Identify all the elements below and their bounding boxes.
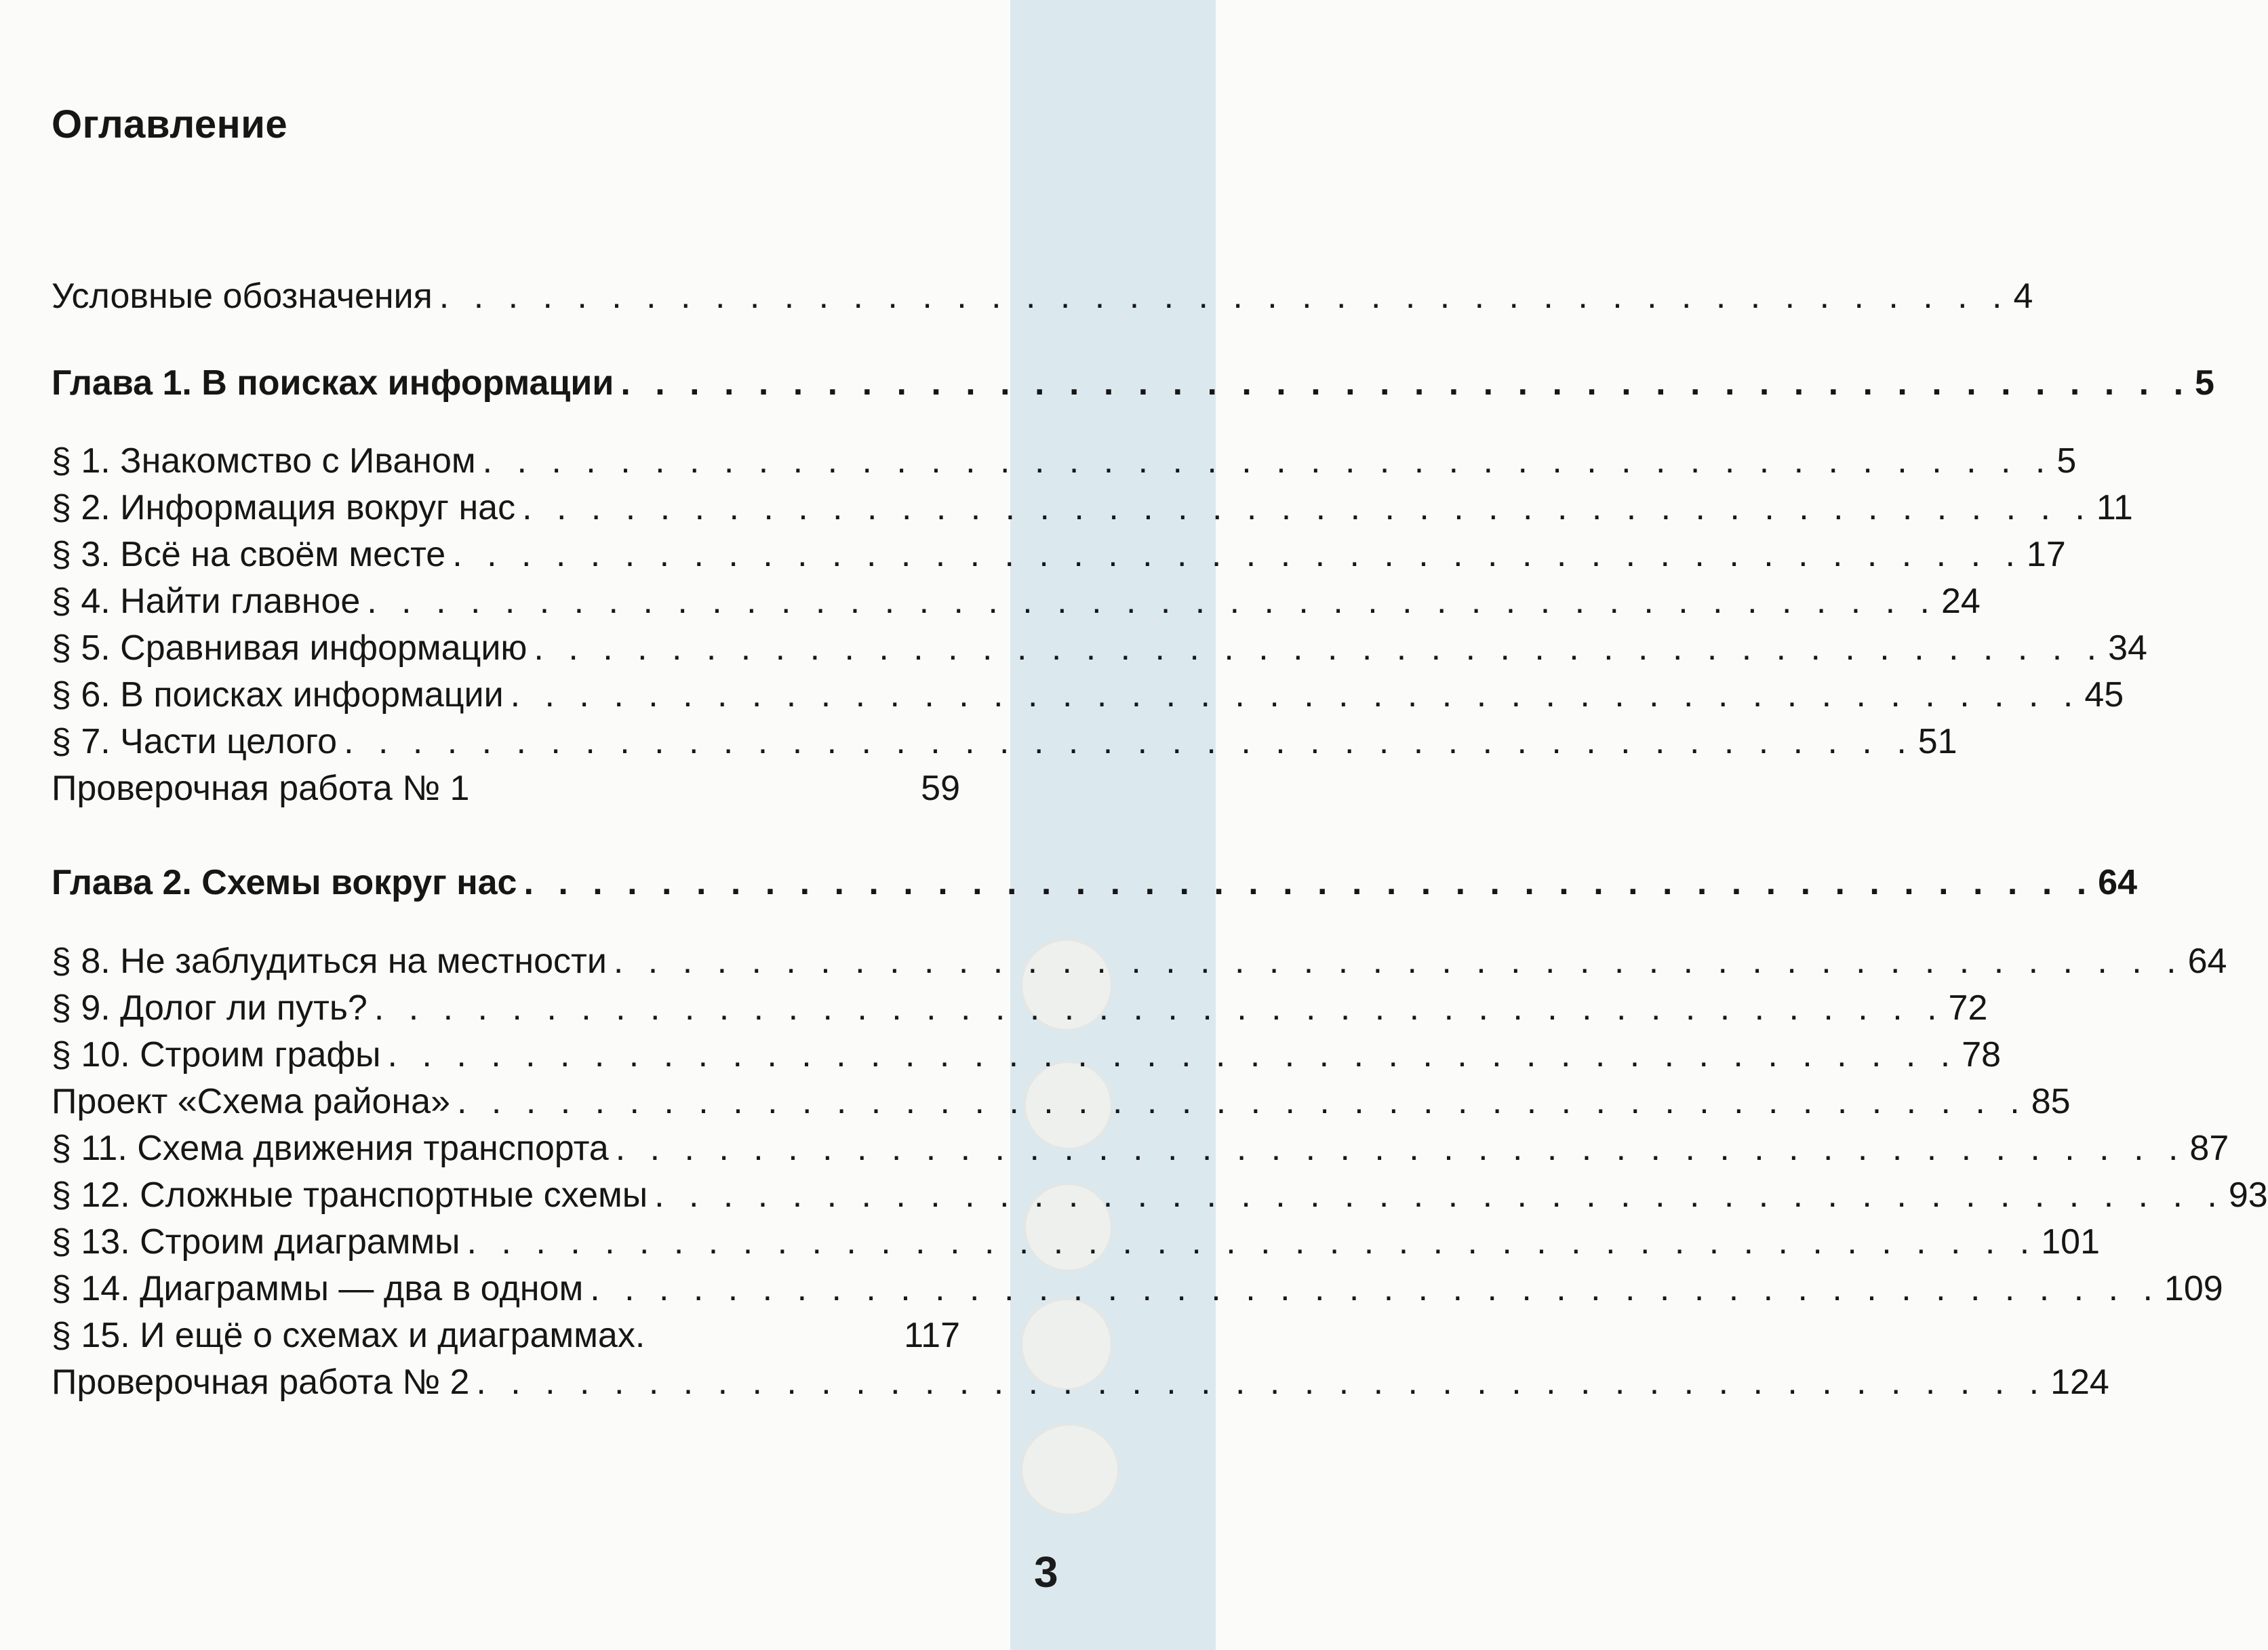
entry-title: § 15. И ещё о схемах и диаграммах. [52, 1316, 645, 1355]
dot-leader: . . . . . . . . . . . . . . . . . . . . . . . . . . . . . . . . . . . . . . . . . . . . . . [476, 1363, 2047, 1402]
toc-entry-legend[interactable] [52, 275, 2033, 318]
entry-page: 101 [2041, 1222, 2101, 1262]
entry-page: 24 [1941, 582, 1981, 621]
entry-title: § 13. Строим диаграммы [52, 1222, 460, 1262]
entry-page: 78 [1962, 1035, 2002, 1074]
entry-page: 124 [2050, 1363, 2109, 1402]
entry-title: Проект «Схема района» [52, 1082, 451, 1121]
dot-leader: . . . . . . . . . . . . . . . . . . . . . . . . . . . . . . . . . . . . . . . . . . . . . . [387, 1035, 1958, 1074]
toc-entry-section-4[interactable] [52, 580, 1981, 623]
toc-entry-section-1[interactable] [52, 439, 2077, 483]
dot-leader: . . . . . . . . . . . . . . . . . . . . . . . . . . . . . . . . . . . . . . . . . . . . . . [534, 628, 2105, 668]
toc-entry-section-9[interactable] [52, 986, 1988, 1030]
dot-leader: . . . . . . . . . . . . . . . . . . . . . . . . . . . . . . . . . . . . . . . . . . . . . . [482, 441, 2053, 481]
entry-title: Глава 1. В поисках информации [52, 363, 614, 403]
entry-page: 5 [2056, 441, 2077, 481]
dot-leader: . . . . . . . . . . . . . . . . . . . . . . . . . . . . . . . . . . . . . . . . . . . . . . [510, 675, 2081, 715]
page-number: 3 [1034, 1548, 1058, 1596]
entry-page: 64 [2187, 942, 2227, 981]
entry-title: § 11. Схема движения транспорта [52, 1129, 609, 1168]
entry-title: Глава 2. Схемы вокруг нас [52, 863, 517, 902]
entry-page: 51 [1917, 722, 1957, 761]
dot-leader: . . . . . . . . . . . . . . . . . . . . . . . . . . . . . . . . . . . . . . . . . . . . . . [457, 1082, 2027, 1121]
dot-leader: . . . . . . . . . . . . . . . . . . . . . . . . . . . . . . . . . . . . . . . . . . . . . . [466, 1222, 2037, 1262]
entry-title: § 3. Всё на своём месте [52, 535, 446, 574]
entry-title: § 2. Информация вокруг нас [52, 488, 516, 527]
toc-entry-section-13[interactable] [52, 1220, 2101, 1264]
entry-page: 17 [2026, 535, 2066, 574]
toc-entry-section-6[interactable] [52, 673, 2124, 717]
entry-page: 11 [2096, 488, 2133, 527]
toc-entry-chapter-1[interactable] [52, 361, 2214, 405]
entry-page: 87 [2189, 1129, 2229, 1168]
entry-page: 109 [2164, 1269, 2223, 1308]
toc-entry-section-11[interactable] [52, 1127, 2229, 1170]
dot-leader: . . . . . . . . . . . . . . . . . . . . . . . . . . . . . . . . . . . . . . . . . . . . . . [452, 535, 2023, 574]
entry-title: Условные обозначения [52, 277, 433, 316]
dot-leader: . . . . . . . . . . . . . . . . . . . . . . . . . . . . . . . . . . . . . . . . . . . . . . [620, 363, 2191, 403]
toc-entry-test-2[interactable] [52, 1361, 2109, 1404]
dot-leader: . . . . . . . . . . . . . . . . . . . . . . . . . . . . . . . . . . . . . . . . . . . . . . [590, 1269, 2160, 1308]
entry-title: § 1. Знакомство с Иваном [52, 441, 476, 481]
dot-leader: . . . . . . . . . . . . . . . . . . . . . . . . . . . . . . . . . . . . . . . . . . . . . . [613, 942, 2184, 981]
entry-title: Проверочная работа № 2 [52, 1363, 470, 1402]
entry-page: 72 [1948, 988, 1988, 1028]
entry-title: § 10. Строим графы [52, 1035, 381, 1074]
toc-entry-project[interactable] [52, 1080, 2071, 1123]
entry-page: 85 [2031, 1082, 2071, 1121]
entry-title: § 5. Сравнивая информацию [52, 628, 528, 668]
toc-entry-section-8[interactable] [52, 940, 2227, 983]
dot-leader: . . . . . . . . . . . . . . . . . . . . . . . . . . . . . . . . . . . . . . . . . . . . . . [344, 722, 1914, 761]
entry-page: 117 [904, 1316, 960, 1355]
toc-entry-section-2[interactable] [52, 486, 2133, 529]
toc-entry-section-10[interactable] [52, 1033, 2002, 1076]
dot-leader: . . . . . . . . . . . . . . . . . . . . . . . . . . . . . . . . . . . . . . . . . . . . . . [615, 1129, 2186, 1168]
entry-title: § 7. Части целого [52, 722, 338, 761]
entry-page: 93 [2228, 1175, 2268, 1215]
entry-page: 59 [921, 769, 960, 808]
entry-title: § 6. В поисках информации [52, 675, 504, 715]
entry-title: § 8. Не заблудиться на местности [52, 942, 607, 981]
entry-title: § 12. Сложные транспортные схемы [52, 1175, 648, 1215]
toc-entry-section-15[interactable] [52, 1314, 960, 1357]
toc-entry-section-12[interactable] [52, 1173, 2268, 1217]
dot-leader: . . . . . . . . . . . . . . . . . . . . . . . . . . . . . . . . . . . . . . . . . . . . . . [523, 863, 2094, 902]
dot-leader: . . . . . . . . . . . . . . . . . . . . . . . . . . . . . . . . . . . . . . . . . . . . . . [654, 1175, 2225, 1215]
entry-page: 5 [2195, 363, 2214, 403]
toc-heading: Оглавление [52, 102, 288, 146]
dot-leader: . . . . . . . . . . . . . . . . . . . . . . . . . . . . . . . . . . . . . . . . . . . . . . [439, 277, 2010, 316]
dot-leader: . . . . . . . . . . . . . . . . . . . . . . . . . . . . . . . . . . . . . . . . . . . . . . [522, 488, 2092, 527]
toc-entry-section-3[interactable] [52, 533, 2066, 576]
entry-title: § 4. Найти главное [52, 582, 361, 621]
toc-entry-chapter-2[interactable] [52, 861, 2138, 904]
dot-leader: . . . . . . . . . . . . . . . . . . . . . . . . . . . . . . . . . . . . . . . . . . . . . . [367, 582, 1937, 621]
dot-leader: . . . . . . . . . . . . . . . . . . . . . . . . . . . . . . . . . . . . . . . . . . . . . . [374, 988, 1945, 1028]
toc-entry-test-1[interactable] [52, 767, 960, 810]
entry-title: Проверочная работа № 1 [52, 769, 470, 808]
entry-page: 64 [2098, 863, 2138, 902]
entry-page: 45 [2084, 675, 2124, 715]
entry-title: § 14. Диаграммы — два в одном [52, 1269, 584, 1308]
entry-page: 4 [2013, 277, 2033, 316]
ghost-circle-5 [1020, 1424, 1119, 1516]
entry-title: § 9. Долог ли путь? [52, 988, 367, 1028]
entry-page: 34 [2108, 628, 2147, 668]
toc-entry-section-5[interactable] [52, 626, 2147, 670]
toc-entry-section-7[interactable] [52, 720, 1957, 763]
toc-entry-section-14[interactable] [52, 1267, 2223, 1310]
